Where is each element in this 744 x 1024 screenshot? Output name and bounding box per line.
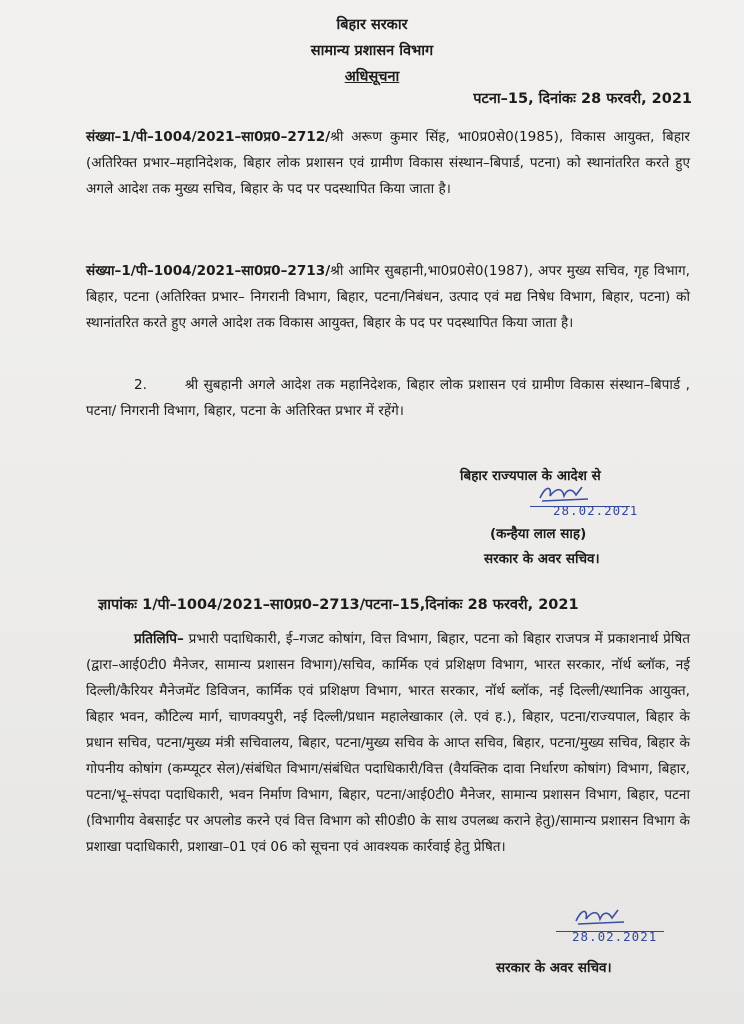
- signature-scribble-1: [536, 483, 596, 505]
- order-2-text: श्री आमिर सुबहानी,भा0प्र0से0(1987), अपर मुख्य सचिव, गृह विभाग, बिहार, पटना (अतिरिक्त प्रभार– निगरानी विभाग, बिहार, पटना/निबंधन, उत्पाद एवं मद्य निषेध विभाग, बिहार, पटना) को स्थानांतरित करते हुए अगले आदेश तक विकास आयुक्त, बिहार के पद पर पदस्थापित किया जाता है।: [86, 263, 690, 331]
- signature-date-1: 28.02.2021: [553, 503, 639, 518]
- government-title: बिहार सरकार: [336, 17, 408, 33]
- order-2: [86, 258, 690, 336]
- copy-text: प्रभारी पदाधिकारी, ई–गजट कोषांग, वित्त विभाग, बिहार, पटना को बिहार राजपत्र में प्रकाशनार्थ प्रेषित (द्वारा–आई0टी0 मैनेजर, सामान्य प्रशासन विभाग)/सचिव, कार्मिक एवं प्रशिक्षण विभाग, भारत सरकार, नॉर्थ ब्लॉक, नई दिल्ली/कैरियर मैनेजमेंट डिविजन, कार्मिक एवं प्रशिक्षण विभाग, भारत सरकार, नॉर्थ ब्लॉक, नई दिल्ली/स्थानिक आयुक्त, बिहार भवन, कौटिल्य मार्ग, चाणक्यपुरी, नई दिल्ली/प्रधान महालेखाकार (ले. एवं ह.), बिहार, पटना/राज्यपाल, बिहार के प्रधान सचिव, पटना/मुख्य मंत्री सचिवालय, बिहार, पटना/मुख्य सचिव के आप्त सचिव, बिहार, पटना/मुख्य सचिव, बिहार के गोपनीय कोषांग (कम्प्यूटर सेल)/संबंधित विभाग/संबंधित पदाधिकारी/वित्त (वैयक्तिक दावा निर्धारण कोषांग) विभाग, बिहार, पटना/भू–संपदा पदाधिकारी, भवन निर्माण विभाग, बिहार, पटना/आई0टी0 मैनेजर, सामान्य प्रशासन विभाग, बिहार, पटना (विभागीय वेबसाईट पर अपलोड करने एवं वित्त विभाग को सी0डी0 के साथ उपलब्ध कराने हेतु)/सामान्य प्रशासन विभाग के प्रशाखा पदाधिकारी, प्रशाखा–01 एवं 06 को सूचना एवं आवश्यक कार्रवाई हेतु प्रेषित।: [86, 631, 690, 855]
- copy-label: प्रतिलिपि–: [134, 631, 184, 647]
- department-title: सामान्य प्रशासन विभाग: [310, 43, 434, 59]
- order-2-point-2: [86, 372, 690, 424]
- order-2-ref: संख्या–1/पी–1004/2021–सा0प्र0–2713/: [86, 263, 331, 279]
- point-2-number: 2.: [134, 377, 147, 393]
- order-1-ref: संख्या–1/पी–1004/2021–सा0प्र0–2712/: [86, 129, 331, 145]
- order-1-text: श्री अरूण कुमार सिंह, भा0प्र0से0(1985), विकास आयुक्त, बिहार (अतिरिक्त प्रभार–महानिदेशक, बिहार लोक प्रशासन एवं ग्रामीण विकास संस्थान–बिपार्ड, पटना) को स्थानांतरित करते हुए अगले आदेश तक मुख्य सचिव, बिहार के पद पर पदस्थापित किया जाता है।: [86, 129, 690, 197]
- signatory-designation-2: सरकार के अवर सचिव।: [496, 960, 612, 976]
- signature-scribble-2: [572, 906, 632, 928]
- memo-reference: ज्ञापांकः 1/पी–1004/2021–सा0प्र0–2713/पटना–15,दिनांकः 28 फरवरी, 2021: [98, 597, 579, 613]
- governor-order-line: बिहार राज्यपाल के आदेश से: [460, 468, 601, 484]
- order-1: [86, 124, 690, 202]
- copy-distribution: [86, 626, 690, 860]
- place-date: पटना–15, दिनांकः 28 फरवरी, 2021: [473, 91, 692, 107]
- signatory-name: (कन्हैया लाल साह): [490, 526, 587, 542]
- signature-date-2: 28.02.2021: [572, 929, 658, 944]
- point-2-text: श्री सुबहानी अगले आदेश तक महानिदेशक, बिहार लोक प्रशासन एवं ग्रामीण विकास संस्थान–बिपार्ड , पटना/ निगरानी विभाग, बिहार, पटना के अतिरिक्त प्रभार में रहेंगे।: [86, 377, 690, 419]
- signatory-designation-1: सरकार के अवर सचिव।: [484, 551, 600, 567]
- notification-heading: अधिसूचना: [344, 69, 400, 85]
